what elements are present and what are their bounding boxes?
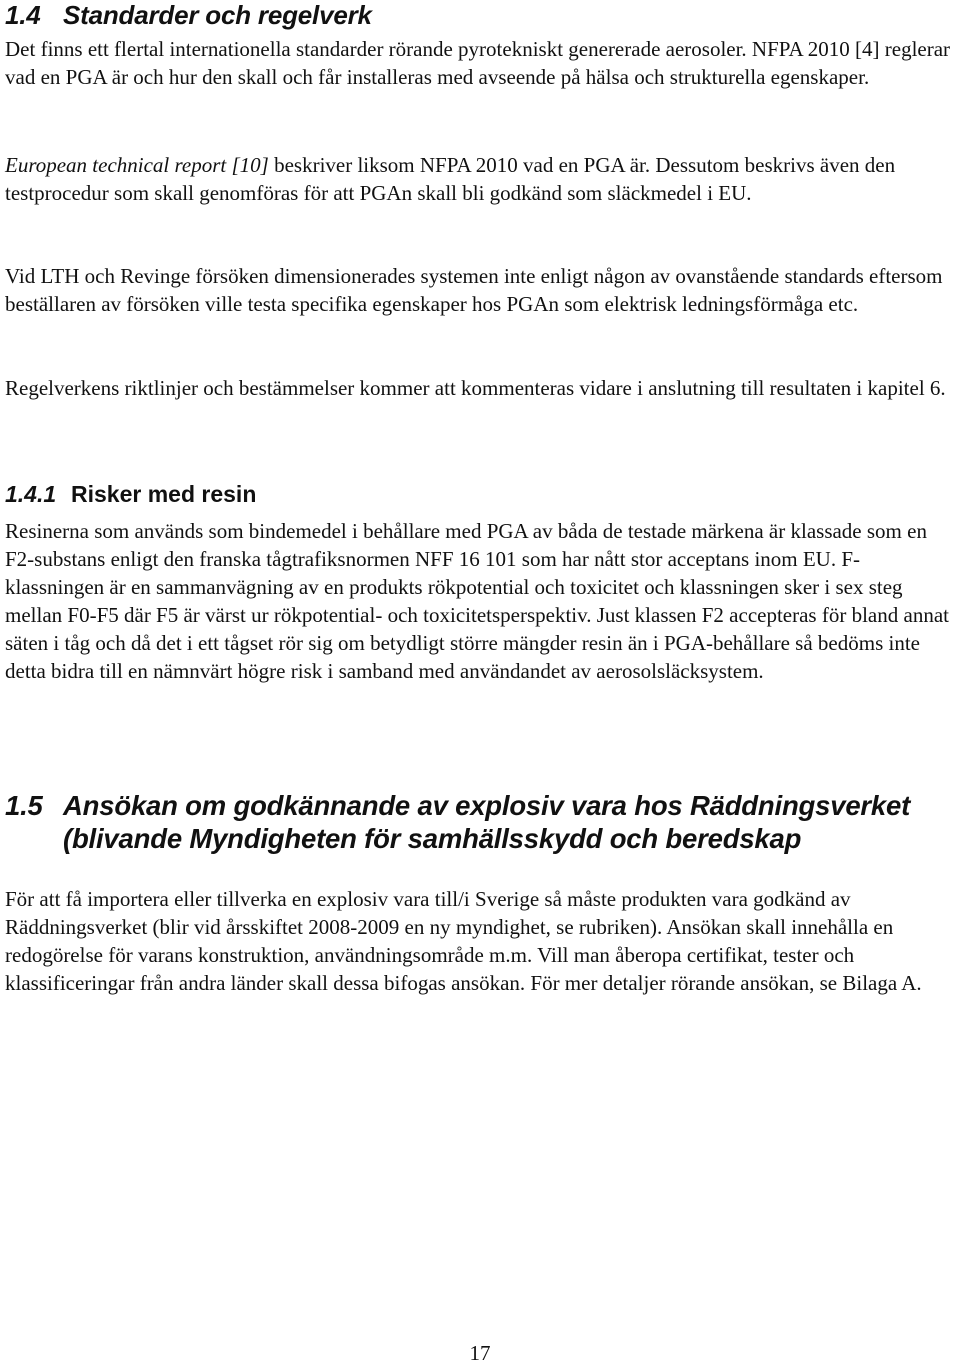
section-title: Standarder och regelverk xyxy=(63,0,372,30)
paragraph: Resinerna som används som bindemedel i behållare med PGA av båda de testade märkena är klassade som en F2-substans enligt den franska tågtrafiksnormen NFF 16 101 som har nått stor acceptans inom EU. F-klassningen är en sammanvägning av en produkts rökpotential och toxicitet och klassningen sker i sex steg mellan F0-F5 där F5 är värst ur rökpotential- och toxicitetsperspektiv. Just klassen F2 accepteras för bland annat säten i tåg och då det i ett tågset rör sig om betydligt större mängder resin än i PGA-behållare så bedöms inte detta bidra till en nämnvärt högre risk i samband med användandet av aerosolsläcksystem. xyxy=(5,519,949,683)
section-title-line1: Ansökan om godkännande av explosiv vara hos Räddningsverket xyxy=(63,790,911,821)
section-title-line2: (blivande Myndigheten för samhällsskydd och beredskap xyxy=(63,823,802,854)
reference-italic: European technical report [10] xyxy=(5,153,269,177)
section-1-4-heading xyxy=(5,0,953,31)
section-number: 1.4 xyxy=(5,0,41,30)
section-number: 1.4.1 xyxy=(5,481,57,507)
paragraph xyxy=(5,151,953,207)
section-1-5-heading xyxy=(5,789,953,855)
paragraph: Det finns ett flertal internationella standarder rörande pyrotekniskt genererade aerosoler. NFPA 2010 [4] reglerar vad en PGA är och hur den skall och får installeras med avseende på hälsa och strukturella egenskaper. xyxy=(5,37,951,89)
section-title: Risker med resin xyxy=(71,481,257,507)
page-number: 17 xyxy=(469,1341,491,1365)
paragraph: Vid LTH och Revinge försöken dimensionerades systemen inte enligt någon av ovanstående standards eftersom beställaren av försöken ville testa specifika egenskaper hos PGAn som elektrisk ledningsförmåga etc. xyxy=(5,264,943,316)
paragraph: För att få importera eller tillverka en explosiv vara till/i Sverige så måste produkten vara godkänd av Räddningsverket (blir vid årsskiftet 2008-2009 en ny myndighet, se rubriken). Ansökan skall innehålla en redogörelse för varans konstruktion, användningsområde m.m. Vill man åberopa certifikat, tester och klassificeringar från andra länder skall dessa bifogas ansökan. För mer detaljer rörande ansökan, se Bilaga A. xyxy=(5,887,922,995)
paragraph-text: beskriver liksom NFPA 2010 vad en PGA är. Dessutom beskrivs även den testprocedur som skall genomföras för att PGAn skall bli godkänd som släckmedel i EU. xyxy=(5,153,896,205)
section-number: 1.5 xyxy=(5,790,43,821)
section-1-4-1-heading xyxy=(5,480,953,508)
paragraph: Regelverkens riktlinjer och bestämmelser kommer att kommenteras vidare i anslutning till resultaten i kapitel 6. xyxy=(5,376,946,400)
